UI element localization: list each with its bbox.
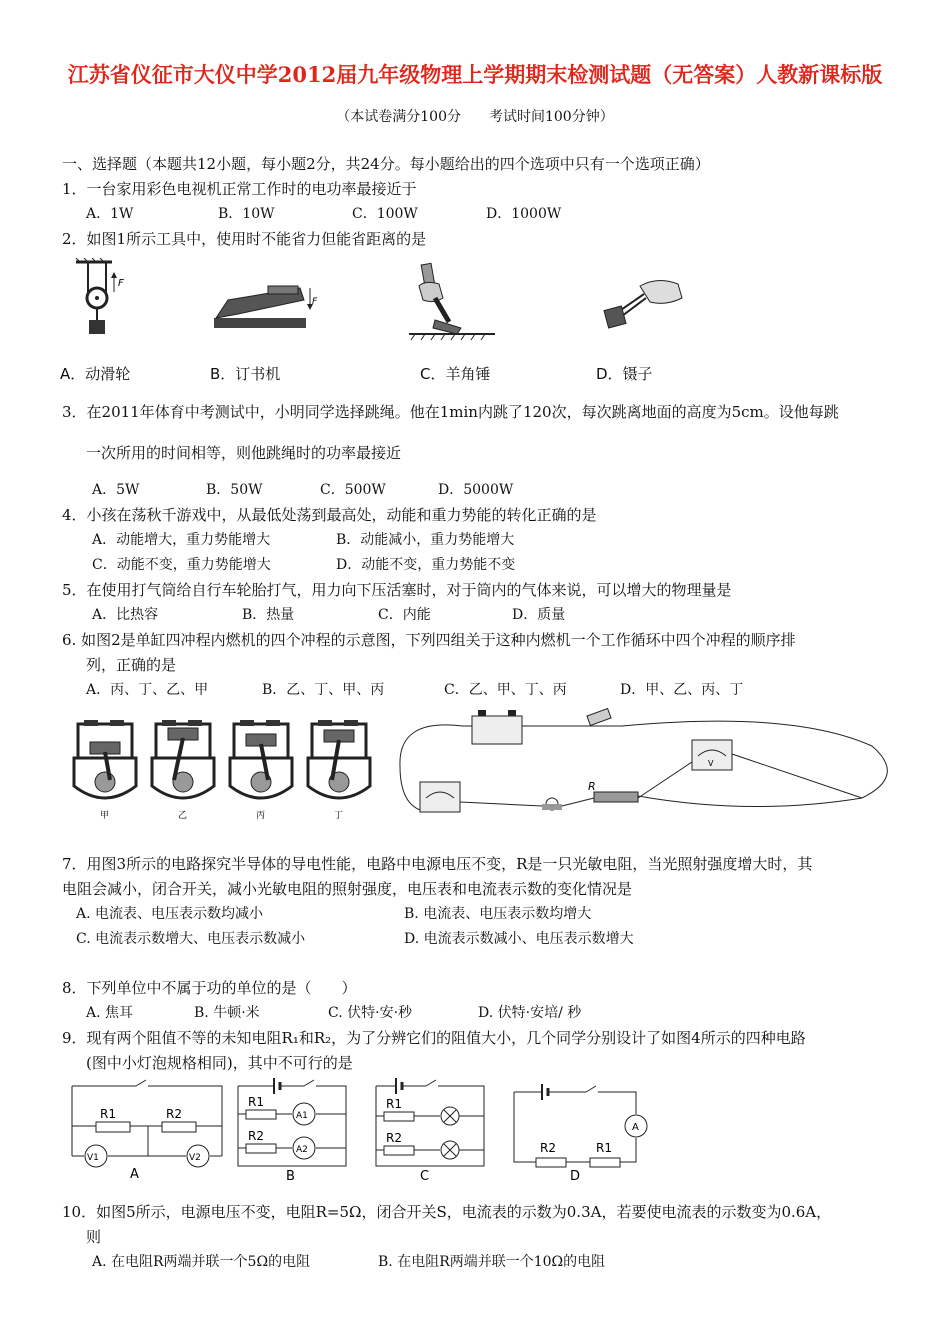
tweezers-figure [600,272,685,334]
circuit-a-r1-label: R1 [100,1107,116,1121]
q2-option-c: C．羊角锤 [420,365,491,383]
q6-option-c: C．乙、甲、丁、丙 [444,682,567,698]
circuit-c [376,1078,484,1184]
engine-stroke-jia [74,720,136,821]
q8-option-a: A. 焦耳 [86,1005,134,1021]
engine-label-yi: 乙 [178,811,188,821]
q2-option-a: A．动滑轮 [60,365,131,383]
circuit-c-label: C [420,1169,430,1184]
q6-option-d: D．甲、乙、丙、丁 [620,682,744,698]
circuit-d-label: D [570,1169,581,1184]
q4-option-a: A．动能增大，重力势能增大 [92,532,271,548]
voltmeter-label: V [708,759,714,768]
q1-option-d: D．1000W [486,206,562,222]
circuit-b-label: B [286,1169,295,1184]
q7-option-b: B. 电流表、电压表示数均增大 [404,906,592,922]
force-label: F [118,278,124,289]
claw-hammer-figure [405,258,500,348]
engine-label-jia: 甲 [100,811,110,821]
q9-stem-line1: 9．现有两个阻值不等的未知电阻R₁和R₂，为了分辨它们的阻值大小，几个同学分别设计了如图4所示的四种电路 [62,1029,806,1047]
q5-option-b: B．热量 [242,607,295,623]
photoresistor-label: R [588,780,596,793]
circuit-a-label: A [130,1167,139,1182]
q5-option-c: C．内能 [378,607,431,623]
q1-stem: 1．一台家用彩色电视机正常工作时的电功率最接近于 [62,180,417,198]
circuit-a-v2-label: V2 [189,1153,201,1163]
circuit-a-v1-label: V1 [87,1153,99,1163]
circuit-d-r2-label: R2 [540,1141,556,1155]
q8-option-b: B. 牛顿·米 [194,1005,260,1021]
circuit-a-r2-label: R2 [166,1107,182,1121]
q2-option-d: D．镊子 [596,365,653,383]
engine-stroke-ding [308,720,370,821]
q3-stem-line2: 一次所用的时间相等，则他跳绳时的功率最接近 [86,444,402,462]
circuit-c-r2-label: R2 [386,1131,402,1145]
q5-stem: 5．在使用打气筒给自行车轮胎打气，用力向下压活塞时，对于筒内的气体来说，可以增大的物理量是 [62,581,732,599]
q7-option-d: D. 电流表示数减小、电压表示数增大 [404,931,634,947]
circuit-b-r2-label: R2 [248,1129,264,1143]
engine-label-ding: 丁 [334,811,344,821]
q1-option-b: B．10W [218,206,275,222]
page-subtitle: （本试卷满分100分 考试时间100分钟） [336,109,614,125]
q3-stem-line1: 3．在2011年体育中考测试中，小明同学选择跳绳。他在1min内跳了120次，每次跳离地面的高度为5cm。设他每跳 [62,403,839,421]
q7-stem-line1: 7．用图3所示的电路探究半导体的导电性能，电路中电源电压不变，R是一只光敏电阻，当光照射强度增大时，其 [62,855,813,873]
q1-option-c: C．100W [352,206,418,222]
page-title: 江苏省仪征市大仪中学2012届九年级物理上学期期末检测试题（无答案）人教新课标版 [67,62,883,87]
q4-stem: 4．小孩在荡秋千游戏中，从最低处荡到最高处，动能和重力势能的转化正确的是 [62,506,597,524]
circuit-a [72,1080,222,1182]
q6-stem-line2: 列，正确的是 [86,656,177,674]
q10-option-b: B. 在电阻R两端并联一个10Ω的电阻 [378,1254,606,1270]
q1-option-a: A．1W [86,206,134,222]
circuit-b-a1-label: A1 [296,1111,308,1121]
stapler-figure [208,278,323,333]
q3-option-a: A．5W [92,482,140,498]
engine-stroke-bing [230,720,292,821]
q3-option-b: B．50W [206,482,263,498]
photoresistor-circuit-figure [392,706,912,826]
q8-option-c: C. 伏特·安·秒 [328,1005,413,1021]
q8-stem: 8．下列单位中不属于功的单位的是（ ） [62,979,357,997]
q6-option-a: A．丙、丁、乙、甲 [86,682,209,698]
circuit-d-ammeter-label: A [632,1122,639,1133]
q4-option-d: D．动能不变，重力势能不变 [336,557,516,573]
q8-option-d: D. 伏特·安培/ 秒 [478,1005,582,1021]
circuit-b-r1-label: R1 [248,1095,264,1109]
circuit-b [238,1078,346,1184]
q10-option-a: A. 在电阻R两端并联一个5Ω的电阻 [92,1254,311,1270]
circuit-d-r1-label: R1 [596,1141,612,1155]
q5-option-a: A．比热容 [92,607,159,623]
q6-option-b: B．乙、丁、甲、丙 [262,682,385,698]
q2-option-b: B．订书机 [210,365,281,383]
q7-option-c: C. 电流表示数增大、电压表示数减小 [76,931,306,947]
circuit-b-a2-label: A2 [296,1145,308,1155]
q3-option-d: D．5000W [438,482,514,498]
resistor-circuits-figure [66,1076,666,1186]
force-label: F [312,297,318,307]
engine-label-bing: 丙 [256,811,266,821]
q4-option-b: B．动能减小，重力势能增大 [336,532,515,548]
section-heading: 一、选择题（本题共12小题，每小题2分，共24分。每小题给出的四个选项中只有一个选项正确） [62,155,710,173]
q3-option-c: C．500W [320,482,386,498]
q4-option-c: C．动能不变，重力势能增大 [92,557,271,573]
q7-option-a: A. 电流表、电压表示数均减小 [76,906,264,922]
q5-option-d: D．质量 [512,607,566,623]
circuit-c-r1-label: R1 [386,1097,402,1111]
circuit-d [514,1084,647,1184]
movable-pulley-figure [72,258,132,348]
q6-stem-line1: 6. 如图2是单缸四冲程内燃机的四个冲程的示意图，下列四组关于这种内燃机一个工作循环中四个冲程的顺序排 [62,631,796,649]
q9-stem-line2: (图中小灯泡规格相同)，其中不可行的是 [86,1054,353,1072]
q7-stem-line2: 电阻会减小，闭合开关，减小光敏电阻的照射强度，电压表和电流表示数的变化情况是 [62,880,633,898]
engine-stroke-yi [152,720,214,821]
engine-strokes-figure [70,712,390,822]
q10-stem-line2: 则 [86,1228,102,1246]
q2-stem: 2．如图1所示工具中，使用时不能省力但能省距离的是 [62,230,427,248]
q10-stem-line1: 10．如图5所示，电源电压不变，电阻R=5Ω，闭合开关S，电流表的示数为0.3A，若要使电流表的示数变为0.6A， [62,1203,832,1221]
